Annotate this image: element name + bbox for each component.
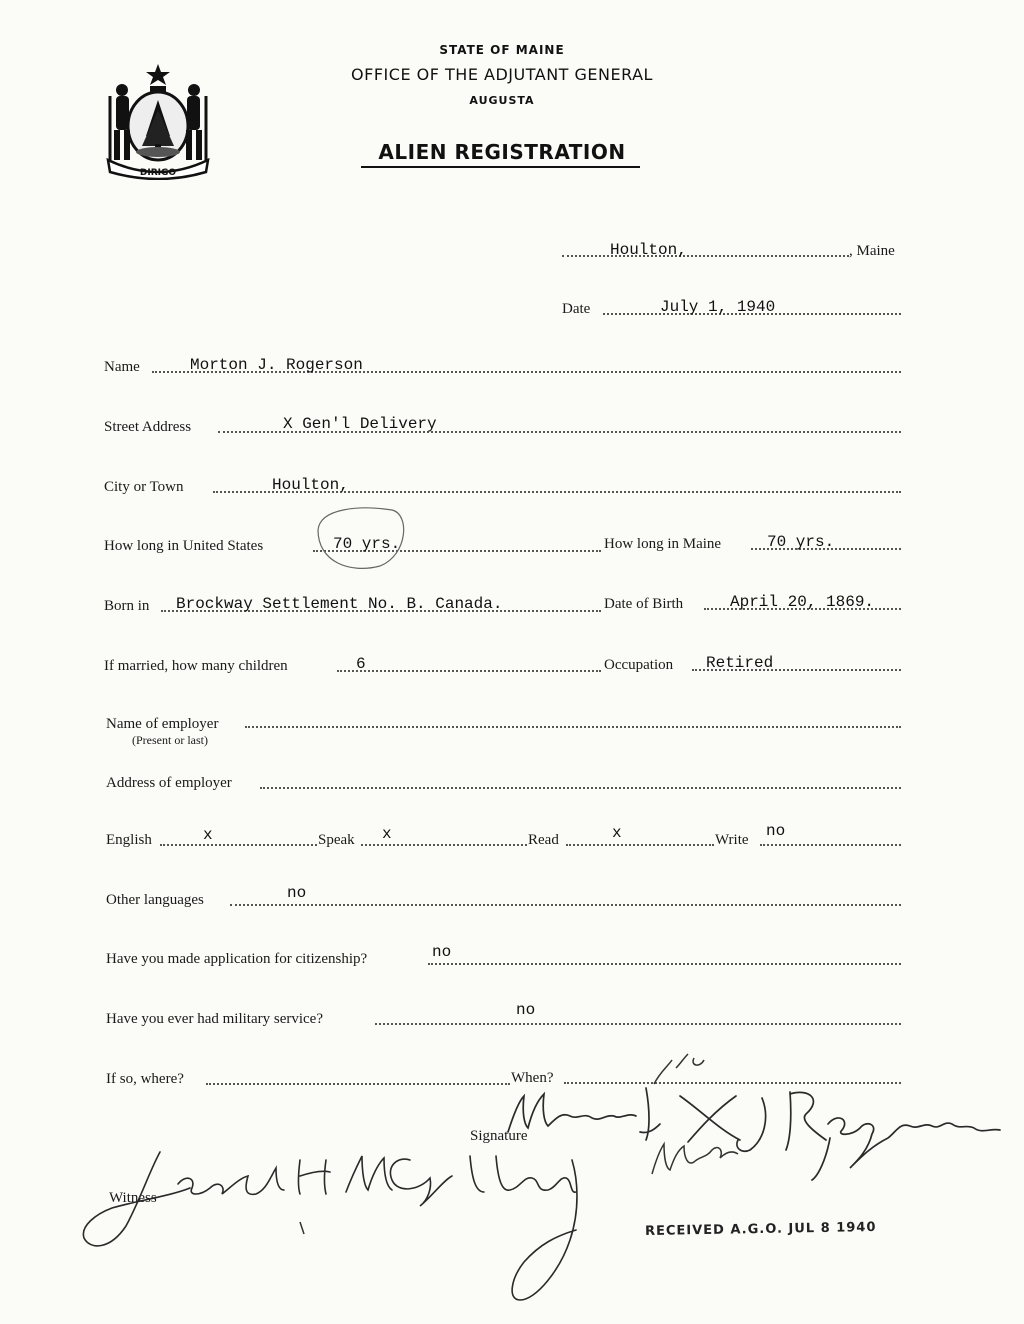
- street-label: Street Address: [104, 419, 192, 435]
- write-value: no: [766, 822, 786, 840]
- occupation-label: Occupation: [604, 657, 674, 673]
- witness-label: Witness: [109, 1190, 157, 1206]
- name-label: Name: [104, 359, 140, 375]
- speak-value: x: [382, 825, 392, 843]
- citizenship-label: Have you made application for citizenship?: [106, 951, 368, 967]
- english-value: x: [203, 826, 213, 844]
- where-label: If so, where?: [106, 1071, 184, 1087]
- born-in-value: Brockway Settlement No. B. Canada.: [176, 595, 503, 613]
- other-languages-value: no: [287, 884, 307, 902]
- occupation-value: Retired: [706, 654, 774, 672]
- signature-image: [508, 1088, 1000, 1180]
- military-label: Have you ever had military service?: [106, 1011, 323, 1027]
- military-value: no: [516, 1001, 536, 1019]
- form-title: ALIEN REGISTRATION: [378, 140, 626, 164]
- citizenship-value: no: [432, 943, 452, 961]
- write-label: Write: [715, 832, 749, 848]
- header-city: AUGUSTA: [469, 94, 535, 107]
- header-state: STATE OF MAINE: [439, 43, 565, 57]
- read-value: x: [612, 824, 622, 842]
- english-label: English: [106, 832, 152, 848]
- when-label: When?: [511, 1070, 554, 1086]
- header-office: OFFICE OF THE ADJUTANT GENERAL: [351, 65, 653, 84]
- employer-address-label: Address of employer: [106, 775, 232, 791]
- children-label: If married, how many children: [104, 658, 288, 674]
- employer-label: Name of employer: [106, 716, 219, 732]
- date-value: July 1, 1940: [660, 298, 776, 316]
- place-value: Houlton,: [610, 241, 687, 259]
- seal-motto: DIRIGO: [139, 168, 177, 178]
- name-value: Morton J. Rogerson: [190, 356, 363, 374]
- born-in-label: Born in: [104, 598, 150, 614]
- us-duration-label: How long in United States: [104, 538, 264, 554]
- employer-sublabel: (Present or last): [132, 733, 208, 747]
- signature-label: Signature: [470, 1128, 528, 1144]
- maine-duration-value: 70 yrs.: [767, 533, 835, 551]
- birth-date-label: Date of Birth: [604, 596, 684, 612]
- speak-label: Speak: [318, 832, 355, 848]
- us-duration-value: 70 yrs.: [333, 535, 401, 553]
- other-languages-label: Other languages: [106, 892, 204, 908]
- children-value: 6: [356, 655, 366, 673]
- received-stamp: RECEIVED A.G.O. JUL 8 1940: [644, 1219, 877, 1240]
- birth-date-value: April 20, 1869.: [730, 593, 875, 611]
- street-value: X Gen'l Delivery: [283, 415, 437, 433]
- city-value: Houlton,: [272, 476, 349, 494]
- read-label: Read: [528, 832, 559, 848]
- maine-duration-label: How long in Maine: [604, 536, 722, 552]
- place-suffix: , Maine: [849, 243, 895, 259]
- witness-signature-image: [83, 1152, 577, 1300]
- city-label: City or Town: [104, 479, 184, 495]
- date-label: Date: [562, 301, 591, 317]
